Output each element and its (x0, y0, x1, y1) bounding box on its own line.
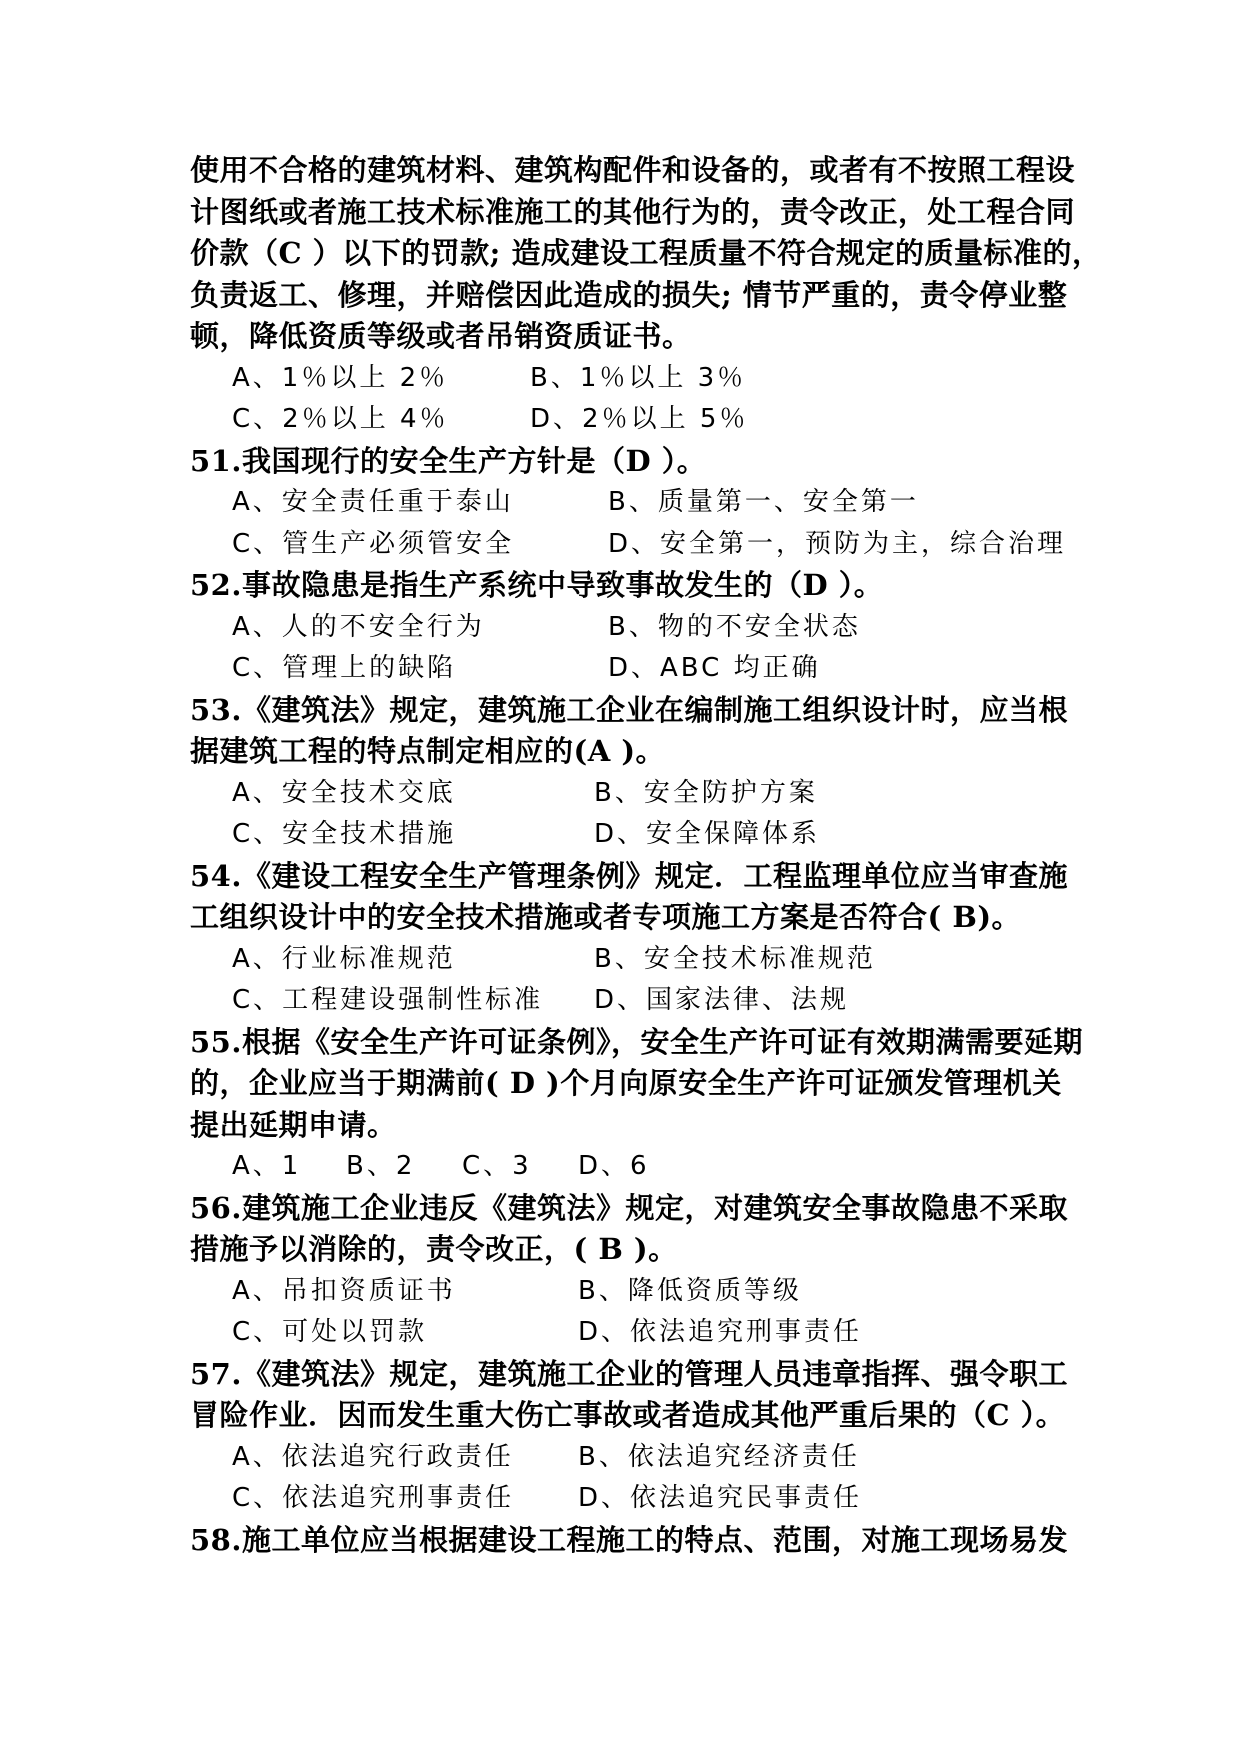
option-c: C、安全技术措施 (232, 819, 457, 849)
option-row (190, 1478, 1070, 1520)
question-text-line: 计图纸或者施工技术标准施工的其他行为的，责令改正，处工程合同 (190, 194, 1076, 229)
option-b: B、依法追究经济责任 (578, 1441, 860, 1472)
question-51 (190, 441, 1070, 566)
question-57 (190, 1354, 1070, 1520)
option-row (190, 814, 1070, 856)
question-text-line: 54.《建设工程安全生产管理条例》规定．工程监理单位应当审查施 (190, 858, 1068, 893)
question-list (190, 150, 1102, 1561)
option-d: D、ABC 均正确 (608, 653, 821, 683)
option-b: B、质量第一、安全第一 (608, 487, 919, 517)
option-a: A、安全责任重于泰山 (232, 487, 514, 517)
option-a: A、安全技术交底 (232, 777, 456, 808)
option-row (190, 1271, 1070, 1313)
option-b: B、降低资质等级 (578, 1275, 802, 1306)
question-52 (190, 565, 1070, 690)
option-d: D、依法追究民事责任 (578, 1483, 863, 1513)
question-text-line: 52.事故隐患是指生产系统中导致事故发生的（D ）。 (190, 568, 884, 602)
question-text-line: 顿，降低资质等级或者吊销资质证书。 (190, 319, 692, 353)
question-53 (190, 690, 1070, 856)
question-text-line: 冒险作业．因而发生重大伤亡事故或者造成其他严重后果的（C ）。 (190, 1398, 1066, 1432)
option-c: C、工程建设强制性标准 (232, 985, 544, 1015)
question-55 (190, 1022, 1083, 1188)
question-text-line: 负责返工、修理，并赔偿因此造成的损失; 情节严重的，责令停业整 (190, 277, 1068, 312)
option-b: B、物的不安全状态 (608, 611, 861, 642)
question-58 (190, 1520, 1070, 1562)
question-54 (190, 856, 1070, 1022)
question-text-line: 55.根据《安全生产许可证条例》，安全生产许可证有效期满需要延期 (190, 1024, 1083, 1059)
question-text-line: 51.我国现行的安全生产方针是（D ）。 (190, 443, 707, 478)
option-row (190, 980, 1070, 1022)
option-a: A、人的不安全行为 (232, 611, 485, 642)
option-row (190, 358, 1070, 400)
option-c: C、依法追究刑事责任 (232, 1483, 515, 1513)
option-row (190, 399, 1070, 441)
option-row (190, 1312, 1070, 1354)
option-c: C、管生产必须管安全 (232, 528, 515, 559)
question-text-line: 提出延期申请。 (190, 1107, 397, 1142)
option-d: D、安全保障体系 (594, 819, 821, 849)
option-d: D、国家法律、法规 (594, 985, 850, 1015)
question-text-line: 56.建筑施工企业违反《建筑法》规定，对建筑安全事故隐患不采取 (190, 1190, 1068, 1225)
option-row (190, 524, 1070, 566)
option-d: D、2％以上 5％ (530, 404, 749, 434)
option-row (190, 482, 1070, 524)
option-b: B、2 (346, 1151, 416, 1181)
question-text-line: 57.《建筑法》规定，建筑施工企业的管理人员违章指挥、强令职工 (190, 1356, 1068, 1391)
option-d: D、6 (578, 1151, 650, 1181)
option-d: D、安全第一，预防为主，综合治理 (608, 528, 1067, 559)
option-a: A、吊扣资质证书 (232, 1275, 456, 1306)
option-a: A、1％以上 2％ (232, 362, 449, 393)
option-a: A、依法追究行政责任 (232, 1441, 514, 1472)
option-row (190, 773, 1070, 815)
option-row (190, 1437, 1070, 1479)
option-b: B、安全防护方案 (594, 777, 818, 808)
option-row (190, 939, 1070, 981)
option-c: C、2％以上 4％ (232, 404, 449, 434)
option-row (190, 607, 1070, 649)
question-text-line: 据建筑工程的特点制定相应的(A )。 (190, 734, 666, 768)
option-b: B、1％以上 3％ (530, 362, 747, 393)
option-row (190, 1146, 1070, 1188)
question-text-line: 的，企业应当于期满前( D )个月向原安全生产许可证颁发管理机关 (190, 1066, 1062, 1100)
option-d: D、依法追究刑事责任 (578, 1317, 863, 1347)
question-text-line: 53.《建筑法》规定，建筑施工企业在编制施工组织设计时，应当根 (190, 692, 1068, 727)
option-b: B、安全技术标准规范 (594, 943, 876, 974)
question-50-continuation (190, 150, 1102, 441)
question-text-line: 58.施工单位应当根据建设工程施工的特点、范围，对施工现场易发 (190, 1522, 1068, 1557)
question-text-line: 价款（C ）以下的罚款; 造成建设工程质量不符合规定的质量标准的， (190, 236, 1102, 270)
question-text-line: 工组织设计中的安全技术措施或者专项施工方案是否符合( B)。 (190, 900, 1022, 934)
option-a: A、行业标准规范 (232, 943, 456, 974)
option-a: A、1 (232, 1151, 302, 1181)
option-c: C、管理上的缺陷 (232, 653, 457, 683)
option-c: C、3 (462, 1151, 532, 1181)
option-row (190, 648, 1070, 690)
question-text-line: 措施予以消除的，责令改正，( B )。 (190, 1232, 678, 1266)
option-c: C、可处以罚款 (232, 1317, 428, 1347)
question-text-line: 使用不合格的建筑材料、建筑构配件和设备的，或者有不按照工程设 (190, 153, 1076, 187)
question-56 (190, 1188, 1070, 1354)
